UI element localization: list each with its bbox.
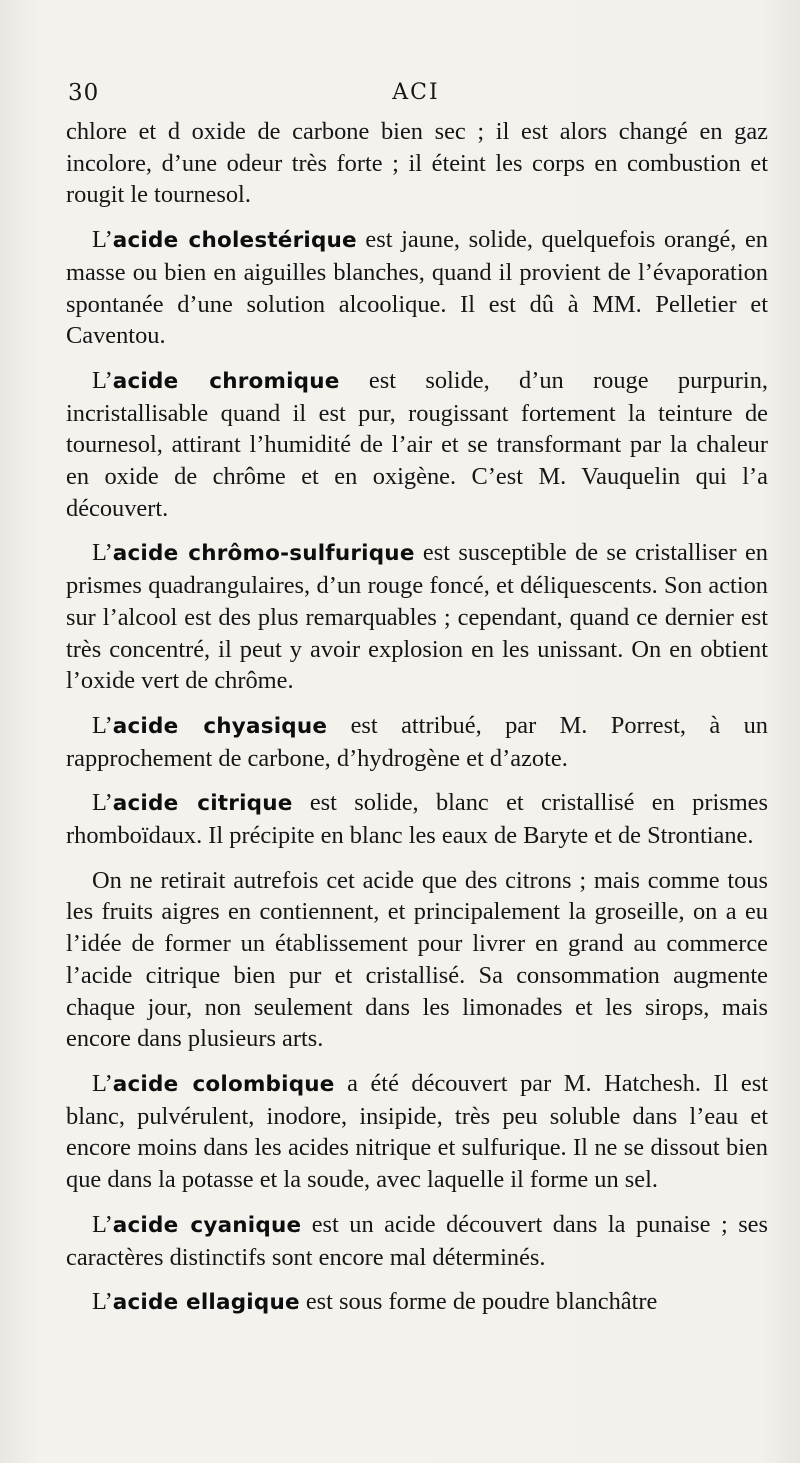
paragraph-acide-ellagique bbox=[66, 1286, 768, 1319]
paragraph-text: est un acide découvert dans la punaise ; ses caractères distinctifs sont encore mal déterminés. bbox=[66, 1210, 768, 1271]
entry-term: acide citrique bbox=[112, 791, 293, 817]
entry-term: acide colombique bbox=[112, 1071, 335, 1097]
paragraph-prefix: L’ bbox=[92, 1288, 113, 1316]
paragraph-citrons bbox=[66, 865, 768, 1055]
paragraph-prefix: L’ bbox=[92, 789, 113, 817]
paragraph-text: est attribué, par M. Porrest, à un rapprochement de carbone, d’hydrogène et d’azote. bbox=[66, 711, 768, 772]
paragraph-prefix: L’ bbox=[92, 1210, 113, 1238]
entry-term: acide chromique bbox=[112, 368, 340, 394]
paragraph-text: a été découvert par M. Hatchesh. Il est blanc, pulvérulent, inodore, insipide, très peu soluble dans l’eau et encore moins dans les acides nitrique et sulfurique. Il ne se dissout bien que dans la potasse et la soude, avec laquelle il forme un sel. bbox=[66, 1069, 768, 1194]
paragraph-prefix: L’ bbox=[92, 711, 113, 739]
paragraph-prefix: L’ bbox=[92, 366, 113, 394]
paragraph-prefix: L’ bbox=[92, 1069, 113, 1097]
entry-term: acide chrômo-sulfurique bbox=[112, 541, 415, 567]
entry-term: acide ellagique bbox=[112, 1290, 300, 1316]
paragraph-acide-cholesterique bbox=[66, 224, 768, 352]
entry-term: acide cholestérique bbox=[112, 228, 357, 254]
paragraph-prefix: L’ bbox=[92, 539, 113, 567]
paragraph-text: est jaune, solide, quelquefois orangé, en masse ou bien en aiguilles blanches, quand il provient de l’évaporation spontanée d’une solution alcoolique. Il est dû à MM. Pelletier et Caventou. bbox=[66, 226, 769, 350]
paragraph-continuation bbox=[66, 116, 768, 211]
paragraph-text: chlore et d oxide de carbone bien sec ; il est alors changé en gaz incolore, d’une odeur très forte ; il éteint les corps en combustion et rougit le tournesol. bbox=[66, 118, 768, 209]
paragraph-text: est solide, d’un rouge purpurin, incristallisable quand il est pur, rougissant fortement la teinture de tournesol, attirant l’humidité de l’air et se transformant par la chaleur en oxide de chrôme et en oxigène. C’est M. Vauquelin qui l’a découvert. bbox=[66, 366, 769, 522]
paragraph-acide-cyanique bbox=[66, 1209, 768, 1273]
paragraph-acide-citrique bbox=[66, 787, 768, 851]
paragraph-text: est sous forme de poudre blanchâtre bbox=[299, 1288, 658, 1316]
body-text bbox=[66, 116, 768, 1332]
running-head: ACI bbox=[392, 80, 440, 105]
paragraph-acide-chromo-sulfurique bbox=[66, 537, 768, 697]
page-number: 30 bbox=[68, 80, 100, 106]
paragraph-text: est susceptible de se cristalliser en prismes quadrangulaires, d’un rouge foncé, et déliquescents. Son action sur l’alcool est des plus remarquables ; cependant, quand ce dernier est très concentré, il peut y avoir explosion en les unissant. On en obtient l’oxide vert de chrôme. bbox=[66, 539, 768, 695]
paragraph-text: On ne retirait autrefois cet acide que des citrons ; mais comme tous les fruits aigres en contiennent, et principalement la groseille, on a eu l’idée de former un établissement pour livrer en grand au commerce l’acide citrique bien pur et cristallisé. Sa consommation augmente chaque jour, non seulement dans les limonades et les sirops, mais encore dans plusieurs arts. bbox=[66, 866, 768, 1053]
entry-term: acide cyanique bbox=[112, 1212, 302, 1238]
paragraph-acide-colombique bbox=[66, 1068, 768, 1196]
paragraph-text: est solide, blanc et cristallisé en prismes rhomboïdaux. Il précipite en blanc les eaux de Baryte et de Strontiane. bbox=[66, 789, 768, 850]
paragraph-acide-chyasique bbox=[66, 710, 768, 774]
paragraph-acide-chromique bbox=[66, 365, 768, 525]
entry-term: acide chyasique bbox=[112, 713, 328, 739]
paragraph-prefix: L’ bbox=[92, 226, 113, 254]
page-header bbox=[64, 78, 768, 114]
